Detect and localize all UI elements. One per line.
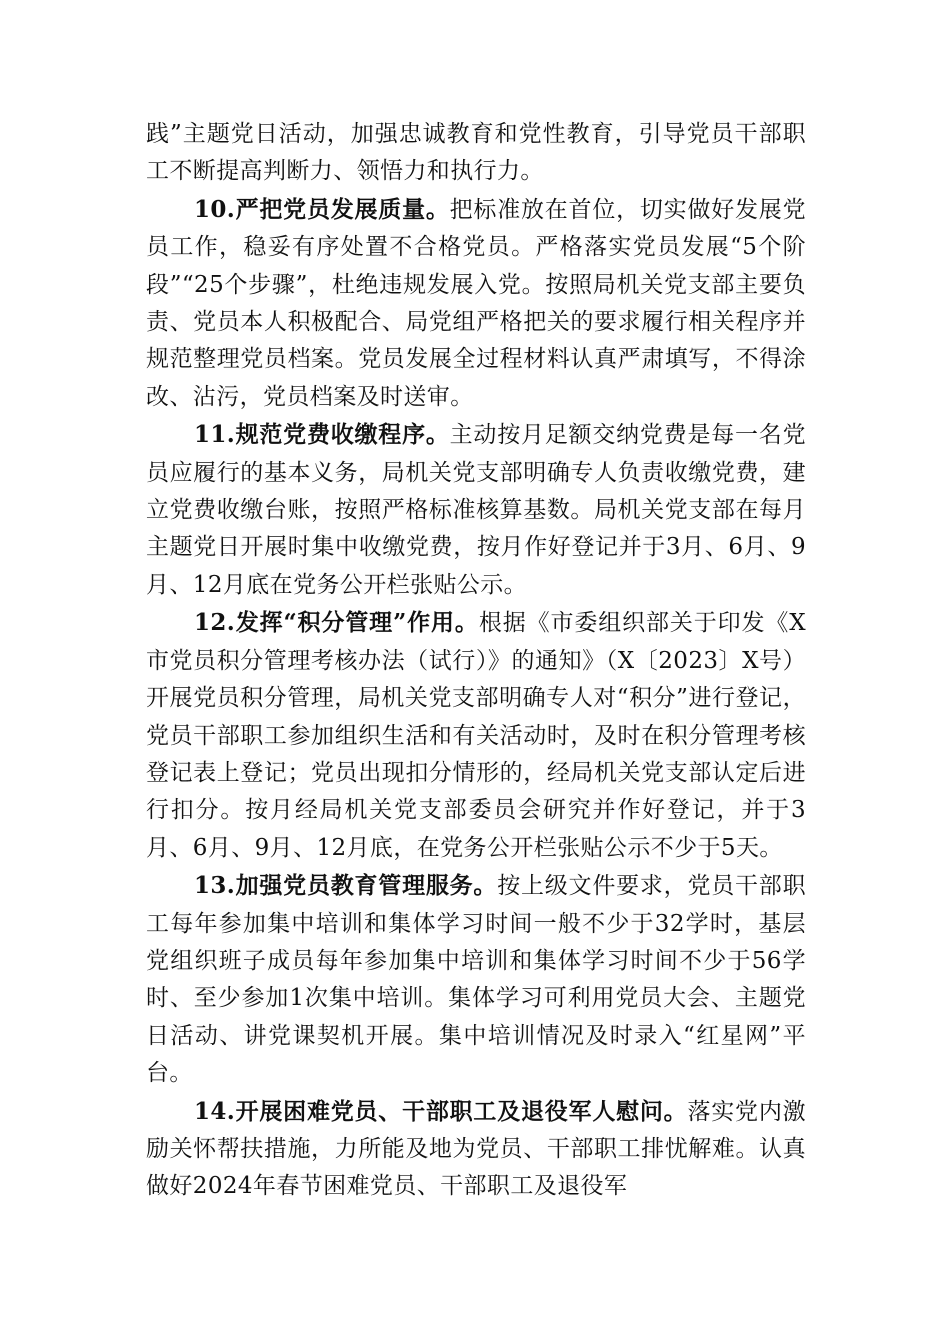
item-heading: 11.规范党费收缴程序。 bbox=[194, 421, 450, 449]
paragraph-item-14 bbox=[146, 1093, 806, 1206]
item-heading: 13.加强党员教育管理服务。 bbox=[194, 872, 498, 900]
paragraph-text: 根据《市委组织部关于印发《X市党员积分管理考核办法（试行）》的通知》（X〔2023〕X号）开展党员积分管理，局机关党支部明确专人对“积分”进行登记，党员干部职工参加组织生活和有关活动时，及时在积分管理考核登记表上登记；党员出现扣分情形的，经局机关党支部认定后进行扣分。按月经局机关党支部委员会研究并作好登记，并于3月、6月、9月、12月底，在党务公开栏张贴公示不少于5天。 bbox=[146, 610, 806, 861]
paragraph-text: 把标准放在首位，切实做好发展党员工作，稳妥有序处置不合格党员。严格落实党员发展“5个阶段”“25个步骤”，杜绝违规发展入党。按照局机关党支部主要负责、党员本人积极配合、局党组严格把关的要求履行相关程序并规范整理党员档案。党员发展全过程材料认真严肃填写，不得涂改、沾污，党员档案及时送审。 bbox=[146, 196, 806, 410]
paragraph-text: 主动按月足额交纳党费是每一名党员应履行的基本义务，局机关党支部明确专人负责收缴党费，建立党费收缴台账，按照严格标准核算基数。局机关党支部在每月主题党日开展时集中收缴党费，按月作好登记并于3月、6月、9月、12月底在党务公开栏张贴公示。 bbox=[146, 422, 806, 598]
paragraph-item-10 bbox=[146, 191, 806, 416]
paragraph-text: 按上级文件要求，党员干部职工每年参加集中培训和集体学习时间一般不少于32学时，基层党组织班子成员每年参加集中培训和集体学习时间不少于56学时、至少参加1次集中培训。集体学习可利用党员大会、主题党日活动、讲党课契机开展。集中培训情况及时录入“红星网”平台。 bbox=[146, 873, 806, 1087]
document-body bbox=[146, 116, 806, 1206]
paragraph-item-12 bbox=[146, 604, 806, 867]
paragraph-item-13 bbox=[146, 867, 806, 1092]
paragraph-item-11 bbox=[146, 416, 806, 604]
paragraph-text: 落实党内激励关怀帮扶措施，力所能及地为党员、干部职工排忧解难。认真做好2024年春节困难党员、干部职工及退役军 bbox=[146, 1098, 806, 1200]
item-heading: 12.发挥“积分管理”作用。 bbox=[194, 609, 479, 637]
paragraph-continuation bbox=[146, 116, 806, 191]
item-heading: 14.开展困难党员、干部职工及退役军人慰问。 bbox=[194, 1097, 688, 1125]
paragraph-text: 践”主题党日活动，加强忠诚教育和党性教育，引导党员干部职工不断提高判断力、领悟力和执行力。 bbox=[146, 121, 806, 185]
item-heading: 10.严把党员发展质量。 bbox=[194, 195, 450, 223]
